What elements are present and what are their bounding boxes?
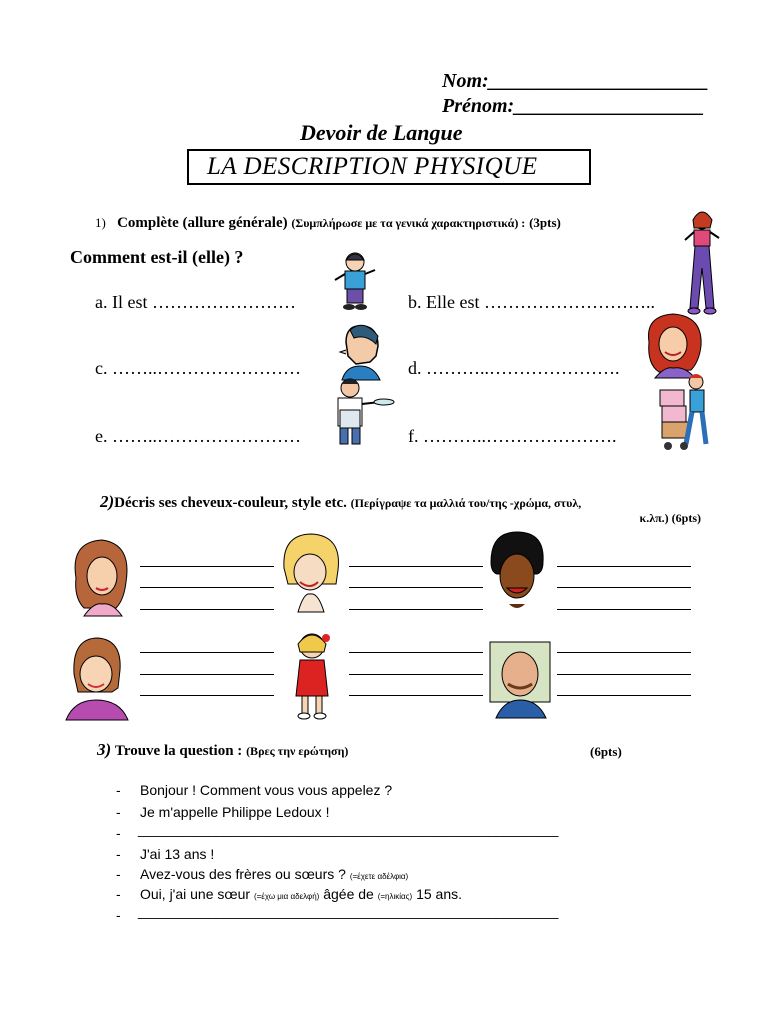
q2-greek-text: (Περίγραψε τα μαλλιά του/της -χρώμα, στυλ, — [350, 496, 582, 510]
girl-standing-red-dress-icon — [288, 630, 336, 722]
q1-number: 1) — [95, 215, 106, 230]
prenom-blank: ___________________ — [514, 95, 705, 117]
q2-answer-line[interactable] — [557, 652, 691, 653]
nom-field[interactable] — [442, 70, 709, 93]
q1-item-e: e. ……..…………………… — [95, 426, 301, 446]
dialogue-dash: - — [116, 804, 121, 820]
dialogue-line-6-c: 15 ans. — [416, 886, 463, 902]
girl-braid-face-icon — [64, 634, 130, 720]
dialogue-line-5 — [140, 866, 408, 882]
q2-answer-line[interactable] — [140, 674, 274, 675]
q2-answer-line[interactable] — [557, 609, 691, 610]
q2-answer-line[interactable] — [349, 674, 483, 675]
redhead-woman-icon — [641, 312, 707, 378]
q3-greek-text: (Βρες την ερώτηση) — [246, 744, 349, 758]
q1-item-d: d. ………..…………………. — [408, 358, 620, 378]
q2-answer-line[interactable] — [349, 587, 483, 588]
dialogue-line-6-gloss-2: (=ηλικίας) — [377, 892, 413, 901]
q2-answer-line[interactable] — [140, 652, 274, 653]
q2-answer-line[interactable] — [349, 609, 483, 610]
q1-bold-text: Complète (allure générale) — [117, 215, 288, 231]
dialogue-line-6-a: Oui, j'ai une sœur — [140, 886, 251, 902]
delivery-man-icon — [656, 372, 712, 452]
dialogue-line-6-gloss-1: (=έχω μια αδελφή) — [253, 892, 320, 901]
q3-heading — [97, 740, 348, 760]
dialogue-line-1: Bonjour ! Comment vous vous appelez ? — [140, 782, 393, 798]
woman-standing-icon — [682, 208, 722, 318]
boxed-title: LA DESCRIPTION PHYSIQUE — [207, 153, 538, 180]
q1-item-f: f. ………..…………………. — [408, 426, 617, 446]
dialogue-dash: - — [116, 866, 121, 882]
q2-answer-line[interactable] — [140, 695, 274, 696]
man-profile-icon — [336, 322, 382, 380]
bald-man-face-icon — [488, 640, 556, 718]
blonde-woman-face-icon — [278, 532, 342, 612]
q2-number: 2) — [100, 492, 115, 511]
dialogue-dash: - — [116, 886, 121, 902]
dialogue-line-5-main: Avez-vous des frères ou sœurs ? — [140, 866, 346, 882]
dialogue-line-6 — [140, 886, 462, 902]
q3-bold-text: Trouve la question : — [114, 743, 243, 759]
dialogue-dash: - — [116, 846, 121, 862]
page-title: Devoir de Langue — [300, 120, 463, 145]
q3-points: (6pts) — [590, 744, 622, 759]
q2-answer-line[interactable] — [349, 652, 483, 653]
q1-item-c: c. ……..…………………… — [95, 358, 301, 378]
dialogue-dash: - — [116, 782, 121, 798]
q2-answer-line[interactable] — [140, 587, 274, 588]
q1-heading — [95, 215, 561, 232]
dialogue-line-5-gloss: (=έχετε αδέλφια) — [349, 872, 409, 881]
woman-face-brown-hair-icon — [70, 538, 132, 616]
q2-answer-line[interactable] — [349, 566, 483, 567]
dialogue-answer-line-2[interactable]: ______________________________________________________ — [138, 903, 559, 919]
dialogue-line-2: Je m'appelle Philippe Ledoux ! — [140, 804, 330, 820]
dialogue-dash: - — [116, 825, 121, 841]
man-afro-face-icon — [487, 532, 547, 612]
q2-answer-line[interactable] — [557, 566, 691, 567]
q1-item-b: b. Elle est ……………………….. — [408, 292, 655, 312]
q2-heading — [100, 492, 581, 512]
prenom-label: Prénom: — [442, 95, 515, 117]
q2-answer-line[interactable] — [140, 566, 274, 567]
q1-greek-text: (Συμπλήρωσε με τα γενικά χαρακτηριστικά) : — [291, 216, 526, 230]
nom-blank: ______________________ — [488, 70, 709, 92]
dialogue-line-4: J'ai 13 ans ! — [140, 846, 215, 862]
q2-answer-line[interactable] — [557, 587, 691, 588]
dialogue-line-6-b: âgée de — [323, 886, 374, 902]
q3-number: 3) — [97, 740, 112, 759]
q2-bold-text: Décris ses cheveux-couleur, style etc. — [114, 495, 347, 511]
waiter-icon — [330, 376, 392, 446]
q2-answer-line[interactable] — [557, 695, 691, 696]
q1-points: (3pts) — [529, 215, 561, 230]
q1-subtitle: Comment est-il (elle) ? — [70, 247, 244, 267]
q1-item-a: a. Il est …………………… — [95, 292, 296, 312]
q2-greek-text-2: κ.λπ.) (6pts) — [639, 511, 701, 525]
prenom-field[interactable] — [442, 95, 704, 118]
dialogue-answer-line-1[interactable]: ______________________________________________________ — [138, 821, 559, 837]
dialogue-dash: - — [116, 907, 121, 923]
q2-answer-line[interactable] — [349, 695, 483, 696]
boxed-title-frame — [187, 149, 591, 185]
boy-cartoon-icon — [333, 250, 377, 312]
nom-label: Nom: — [442, 70, 489, 92]
q2-answer-line[interactable] — [557, 674, 691, 675]
q2-answer-line[interactable] — [140, 609, 274, 610]
